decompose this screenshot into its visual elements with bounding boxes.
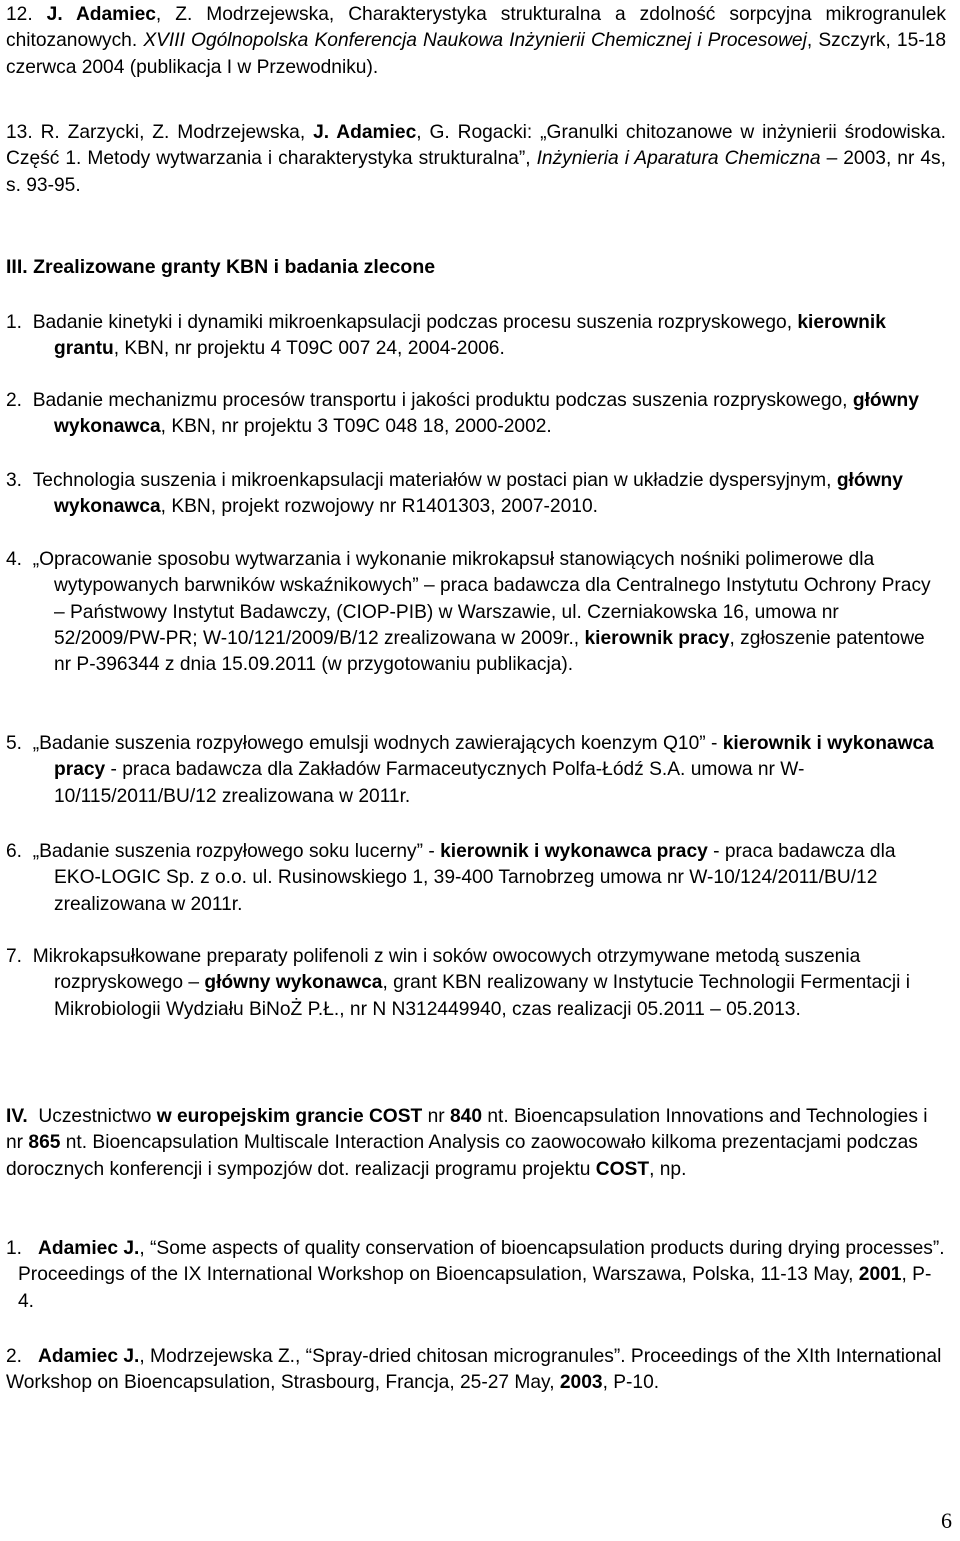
grant-role: kierownik grantu [54, 312, 886, 360]
cost-text: Uczestnictwo [38, 1106, 157, 1127]
grant-role: główny wykonawca [54, 390, 919, 438]
journal-name: Inżynieria i Aparatura Chemiczna [536, 148, 821, 170]
grant-item [6, 547, 946, 678]
grant-number: 5. [6, 733, 23, 754]
author-highlight: J. Adamiec [313, 122, 417, 143]
grant-text: , grant KBN realizowany w Instytucie Technologii Fermentacji i Mikrobiologii Wydziału BiNoŻ P.Ł., nr N N312449940, czas realizacji 05.2011 – 05.2013. [54, 972, 910, 1020]
grant-number: 4. [6, 549, 23, 570]
grant-text: Technologia suszenia i mikroenkapsulacji materiałów w postaci pian w układzie dyspersyjnym, [32, 470, 837, 491]
pub-text: , Z. Modrzejewska, Charakterystyka strukturalna a zdolność sorpcyjna mikrogranulek chitozanowych. [6, 4, 946, 52]
cost-text: , np. [649, 1158, 687, 1180]
cost-text: nr [422, 1106, 450, 1127]
conference-name: XVIII Ogólnopolska Konferencja Naukowa Inżynierii Chemicznej i Procesowej [143, 30, 807, 52]
grant-text: Badanie kinetyki i dynamiki mikroenkapsulacji podczas procesu suszenia rozpryskowego, [32, 312, 798, 333]
grant-number: 2. [6, 390, 23, 411]
grant-text: „Badanie suszenia rozpyłowego emulsji wodnych zawierających koenzym Q10” - [32, 733, 723, 754]
grant-role: kierownik i wykonawca pracy [440, 841, 708, 862]
cost-publication [6, 1236, 946, 1315]
grant-number: 3. [6, 470, 23, 491]
cost-highlight: w europejskim grancie COST [156, 1106, 423, 1127]
grant-number: 1. [6, 312, 23, 333]
pub-text: , “Some aspects of quality conservation of bioencapsulation products during drying processes”. Proceedings of the IX International Workshop on Bioencapsulation, Warszawa, Polska, 11-13 May, [18, 1238, 945, 1286]
grant-number: 7. [6, 946, 23, 967]
grant-text: , KBN, nr projektu 4 T09C 007 24, 2004-2006. [113, 338, 505, 360]
publication-12 [6, 2, 946, 81]
pub-authors: R. Zarzycki, Z. Modrzejewska, [40, 122, 314, 143]
author-highlight: Adamiec J. [38, 1238, 140, 1259]
pub-tail: , P-4. [18, 1264, 932, 1312]
grant-text: - praca badawcza dla Zakładów Farmaceutycznych Polfa-Łódź S.A. umowa nr W-10/115/2011/BU/12 zrealizowana w 2011r. [54, 759, 805, 807]
pub-tail: , Szczyrk, 15-18 czerwca 2004 (publikacja I w Przewodniku). [6, 30, 947, 78]
cost-highlight: COST [595, 1158, 650, 1180]
cost-number: 865 [28, 1132, 61, 1154]
grant-item [6, 731, 946, 810]
pub-text: , G. Rogacki: „Granulki chitozanowe w inżynierii środowiska. Część 1. Metody wytwarzania i charakterystyka strukturalna”, [6, 122, 946, 170]
cost-number: 840 [449, 1106, 482, 1127]
grant-number: 6. [6, 841, 23, 862]
grant-text: - praca badawcza dla EKO-LOGIC Sp. z o.o. ul. Rusinowskiego 1, 39-400 Tarnobrzeg umowa nr W-10/124/2011/BU/12 zrealizowana w 2011r. [54, 841, 896, 915]
section-heading: III. Zrealizowane granty KBN i badania zlecone [6, 256, 436, 278]
grant-text: , zgłoszenie patentowe nr P-396344 z dnia 15.09.2011 (w przygotowaniu publikacja). [54, 627, 925, 676]
grant-item [6, 388, 946, 441]
pub-tail: – 2003, nr 4s, s. 93-95. [6, 148, 946, 196]
grant-item [6, 310, 946, 363]
cost-publication [6, 1344, 946, 1397]
cost-paragraph [6, 1104, 946, 1183]
pub-year: 2003 [559, 1372, 603, 1394]
grant-item [6, 839, 946, 918]
page-number: 6 [941, 1508, 952, 1533]
pub-number: 12. [6, 4, 33, 25]
author-highlight: Adamiec J. [38, 1346, 140, 1367]
pub-year: 2001 [858, 1264, 902, 1286]
grant-text: „Badanie suszenia rozpyłowego soku lucerny” - [32, 841, 441, 862]
grant-text: Mikrokapsułkowane preparaty polifenoli z win i soków owocowych otrzymywane metodą suszenia rozpryskowego – [32, 946, 861, 994]
grant-item [6, 468, 946, 521]
publication-13 [6, 120, 946, 199]
pub-text: , Modrzejewska Z., “Spray-dried chitosan microgranules”. Proceedings of the XIth International Workshop on Bioencapsulation, Strasbourg, Francja, 25-27 May, [6, 1346, 942, 1394]
grant-item [6, 944, 946, 1023]
grant-text: „Opracowanie sposobu wytwarzania i wykonanie mikrokapsuł stanowiących nośniki polimerowe dla wytypowanych barwników wskaźnikowych” – praca badawcza dla Centralnego Instytutu Ochrony Pracy – Państwowy Instytut Badawczy, (CIOP-PIB) w Warszawie, ul. Czerniakowska 16, umowa nr 52/2009/PW-PR; W-10/121/2009/B/12 zrealizowana w 2009r., [32, 549, 931, 649]
cost-text: nt. Bioencapsulation Innovations and Technologies i nr [6, 1106, 928, 1154]
author-highlight: J. Adamiec [46, 4, 156, 25]
grant-text: Badanie mechanizmu procesów transportu i jakości produktu podczas suszenia rozpryskowego, [32, 390, 853, 411]
grant-role: kierownik i wykonawca pracy [54, 733, 934, 781]
grant-text: , KBN, projekt rozwojowy nr R1401303, 2007-2010. [160, 496, 598, 518]
pub-tail: , P-10. [602, 1372, 660, 1394]
grant-role: kierownik pracy [584, 627, 730, 649]
section-number: IV. [6, 1106, 28, 1127]
pub-number: 1. [6, 1238, 23, 1259]
pub-number: 2. [6, 1346, 23, 1367]
grant-role: główny wykonawca [54, 470, 903, 518]
grant-role: główny wykonawca [204, 972, 383, 994]
grant-text: , KBN, nr projektu 3 T09C 048 18, 2000-2002. [160, 416, 552, 438]
cost-text: nt. Bioencapsulation Multiscale Interaction Analysis co zaowocowało kilkoma prezentacjami podczas dorocznych konferencji i sympozjów dot. realizacji programu projektu [6, 1132, 918, 1180]
pub-number: 13. [6, 122, 33, 143]
